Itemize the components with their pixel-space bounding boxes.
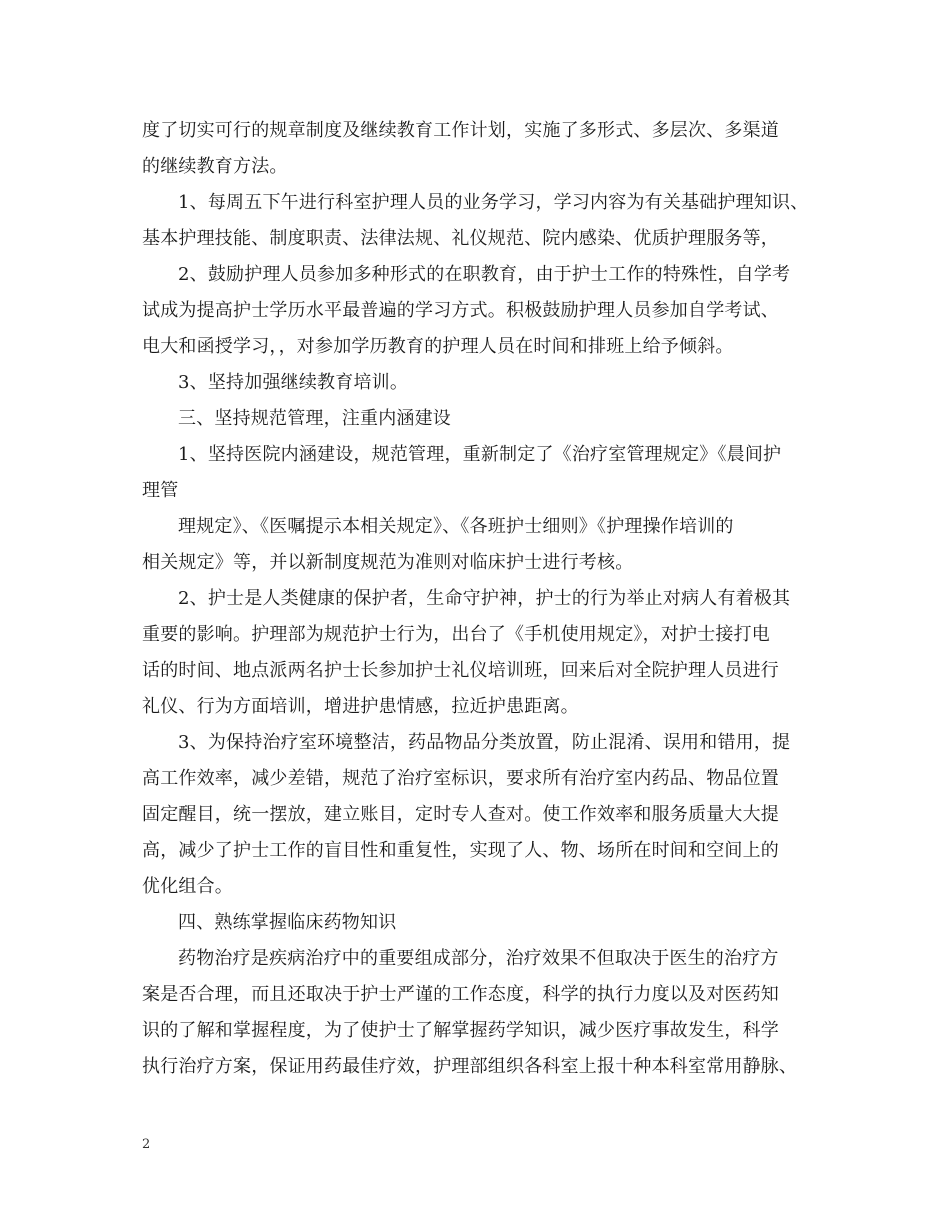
text-line: 度了切实可行的规章制度及继续教育工作计划，实施了多形式、多层次、多渠道 <box>142 120 779 141</box>
text-line: 试成为提高护士学历水平最普遍的学习方式。积极鼓励护理人员参加自学考试、 <box>142 300 779 321</box>
text-line: 1、坚持医院内涵建设，规范管理，重新制定了《治疗室管理规定》《晨间护 <box>178 444 782 465</box>
text-line: 理规定》、《医嘱提示本相关规定》、《各班护士细则》《护理操作培训的 <box>178 516 734 537</box>
section-heading: 四、熟练掌握临床药物知识 <box>178 912 397 933</box>
text-line: 案是否合理，而且还取决于护士严谨的工作态度，科学的执行力度以及对医药知 <box>142 984 779 1005</box>
text-line: 话的时间、地点派两名护士长参加护士礼仪培训班，回来后对全院护理人员进行 <box>142 660 779 681</box>
text-line: 1、每周五下午进行科室护理人员的业务学习，学习内容为有关基础护理知识、 <box>178 192 809 213</box>
text-line: 高工作效率，减少差错，规范了治疗室标识，要求所有治疗室内药品、物品位置 <box>142 768 779 789</box>
text-line: 重要的影响。护理部为规范护士行为，出台了《手机使用规定》，对护士接打电 <box>142 624 770 645</box>
text-line: 执行治疗方案，保证用药最佳疗效，护理部组织各科室上报十种本科室常用静脉、 <box>142 1056 798 1077</box>
text-line: 高，减少了护士工作的盲目性和重复性，实现了人、物、场所在时间和空间上的 <box>142 840 779 861</box>
text-line: 3、坚持加强继续教育培训。 <box>178 372 409 393</box>
page-number: 2 <box>142 1137 151 1152</box>
text-line: 2、鼓励护理人员参加多种形式的在职教育，由于护士工作的特殊性，自学考 <box>178 264 791 285</box>
text-line: 电大和函授学习，，对参加学历教育的护理人员在时间和排班上给予倾斜。 <box>142 336 734 357</box>
text-line: 2、护士是人类健康的保护者，生命守护神，护士的行为举止对病人有着极其 <box>178 588 791 609</box>
text-line: 3、为保持治疗室环境整洁，药品物品分类放置，防止混淆、误用和错用，提 <box>178 732 791 753</box>
text-line: 药物治疗是疾病治疗中的重要组成部分，治疗效果不但取决于医生的治疗方 <box>178 948 779 969</box>
text-line: 理管 <box>142 480 179 501</box>
text-line: 优化组合。 <box>142 876 233 897</box>
text-line: 相关规定》等，并以新制度规范为准则对临床护士进行考核。 <box>142 552 634 573</box>
section-heading: 三、坚持规范管理，注重内涵建设 <box>178 408 451 429</box>
text-line: 基本护理技能、制度职责、法律法规、礼仪规范、院内感染、优质护理服务等， <box>142 228 779 249</box>
text-line: 识的了解和掌握程度，为了使护士了解掌握药学知识，减少医疗事故发生，科学 <box>142 1020 779 1041</box>
text-line: 礼仪、行为方面培训，增进护患情感，拉近护患距离。 <box>142 696 579 717</box>
text-line: 固定醒目，统一摆放，建立账目，定时专人查对。使工作效率和服务质量大大提 <box>142 804 779 825</box>
text-line: 的继续教育方法。 <box>142 156 288 177</box>
